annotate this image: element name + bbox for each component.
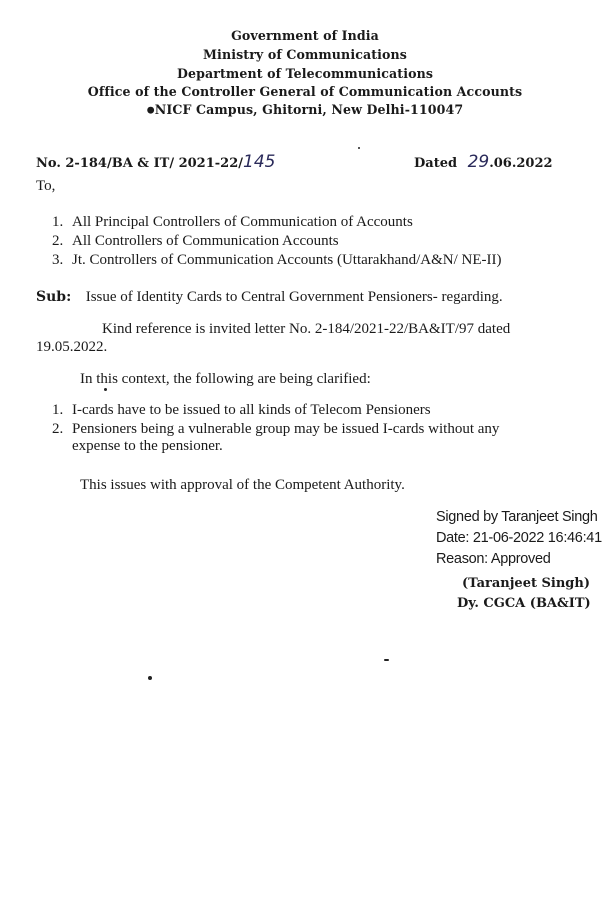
addressee-item: 1. All Principal Controllers of Communication of Accounts [52,214,413,230]
signature-reason: Reason: Approved [436,551,551,567]
signature-signed-by: Signed by Taranjeet Singh [436,509,598,525]
scan-speck [104,388,107,391]
reference-date: Dated 29.06.2022 [414,152,553,172]
subject-text: Issue of Identity Cards to Central Government Pensioners- regarding. [85,289,503,305]
scan-speck [148,676,152,680]
clarification-point: 1. I-cards have to be issued to all kinds of Telecom Pensioners [52,402,431,418]
header-government: Government of India [231,28,379,43]
scan-speck [358,147,360,149]
handwritten-date-day: 29 [467,152,490,172]
paragraph-reference: Kind reference is invited letter No. 2-184/2021-22/BA&IT/97 dated [102,321,511,337]
clarification-point-cont: expense to the pensioner. [72,438,223,454]
header-office: Office of the Controller General of Communication Accounts [87,84,523,99]
header-address: ●NICF Campus, Ghitorni, New Delhi-110047 [146,102,464,117]
handwritten-reference: 145 [243,152,276,172]
subject-line [36,289,503,306]
paragraph-reference-cont: 19.05.2022. [36,339,108,355]
signatory-name: (Taranjeet Singh) [462,576,590,591]
addressee-item: 2. All Controllers of Communication Accounts [52,233,339,249]
bullet-mark: ● [146,105,155,116]
salutation-to: To, [36,178,56,194]
paragraph-approval: This issues with approval of the Competent Authority. [80,477,405,493]
addressee-item: 3. Jt. Controllers of Communication Accounts (Uttarakhand/A&N/ NE-II) [52,252,502,268]
scan-speck [384,659,389,661]
header-ministry: Ministry of Communications [203,47,407,62]
subject-label: Sub: [36,289,72,305]
paragraph-context: In this context, the following are being clarified: [80,371,371,387]
clarification-point: 2. Pensioners being a vulnerable group may be issued I-cards without any [52,421,500,437]
signatory-designation: Dy. CGCA (BA&IT) [457,596,591,611]
signature-date: Date: 21-06-2022 16:46:41 [436,530,602,546]
header-department: Department of Telecommunications [176,66,434,81]
reference-number: No. 2-184/BA & IT/ 2021-22/145 [36,152,276,172]
